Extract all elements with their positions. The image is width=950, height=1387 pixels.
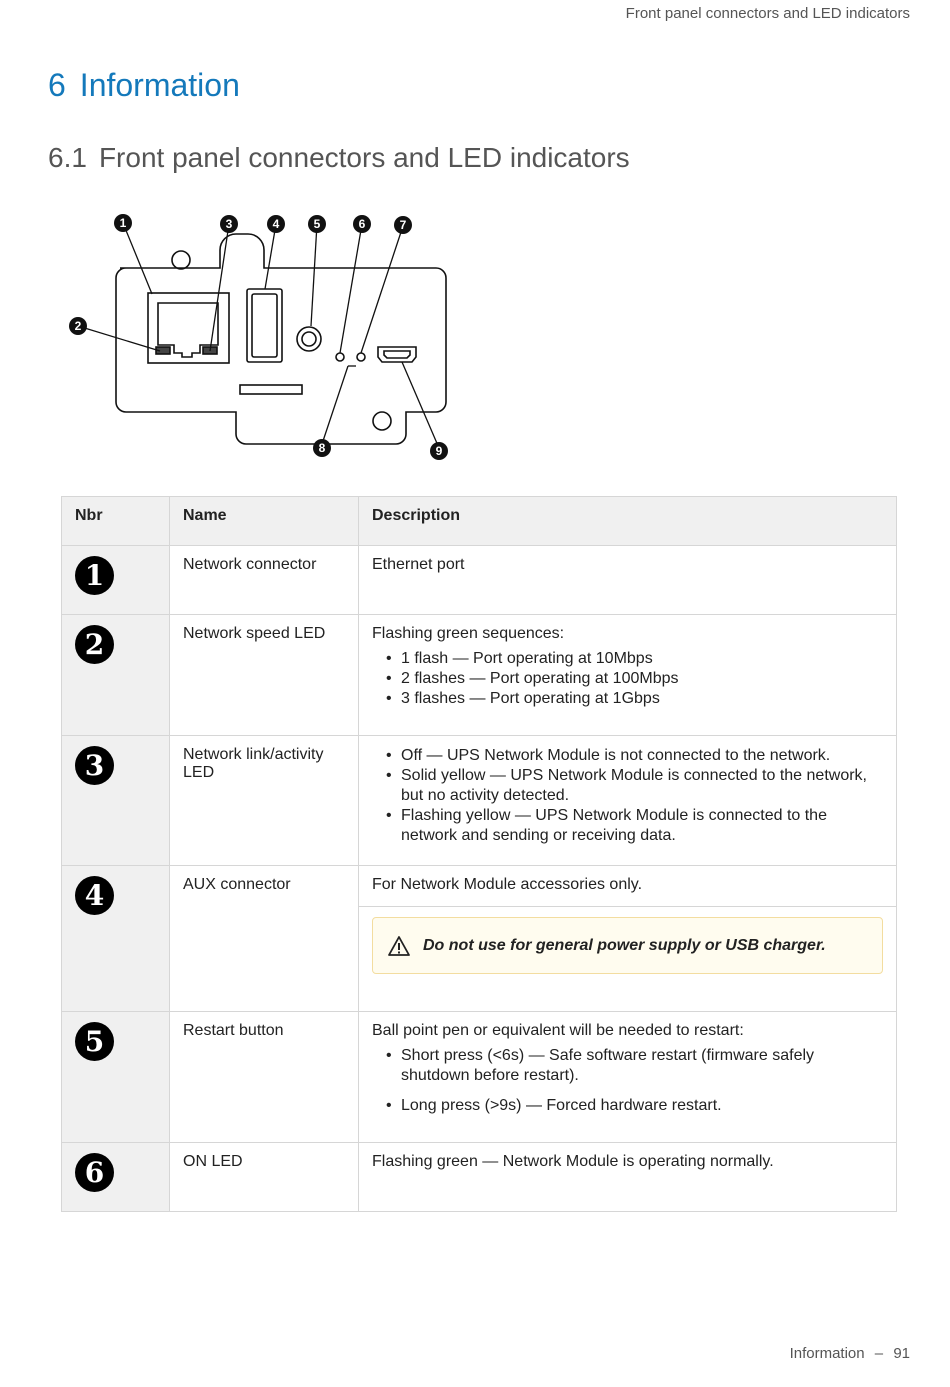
board-outline [116,234,446,444]
row-description: Flashing green sequences: [372,625,565,642]
header-nbr: Nbr [62,497,170,546]
table-row [62,615,897,736]
bullet-list [372,649,883,709]
restart-button-shape [297,327,321,351]
bullet-list [372,746,883,846]
callout-2 [69,317,87,335]
row-description: For Network Module accessories only. [359,876,896,907]
table-row [62,736,897,866]
list-item: • Flashing yellow — UPS Network Module is connected to the network and sending or receiving data. [388,806,883,846]
page-footer [790,1345,910,1362]
connectors-table [61,496,897,1212]
page-number: 91 [893,1345,910,1362]
number-badge: 3 [75,746,114,785]
number-badge: 5 [75,1022,114,1061]
row-description: Ball point pen or equivalent will be needed to restart: [372,1022,744,1039]
svg-text:6: 6 [358,217,366,231]
row-name: AUX connector [170,866,359,1012]
table-row [62,546,897,615]
table-header-row [62,497,897,546]
header-description: Description [359,497,897,546]
footer-separator: – [874,1345,884,1362]
svg-text:7: 7 [399,218,407,232]
chapter-number: 6 [48,67,66,103]
bullet-list [372,1046,883,1116]
list-item: • 3 flashes — Port operating at 1Gbps [388,689,883,709]
section-number: 6.1 [48,142,87,173]
chapter-title-text: Information [79,67,240,103]
warning-note [372,917,883,974]
row-name: Restart button [170,1012,359,1143]
footer-section: Information [789,1345,865,1362]
callout-9 [430,442,448,460]
number-badge: 6 [75,1153,114,1192]
svg-text:9: 9 [435,444,443,458]
front-panel-diagram [60,208,460,468]
table-row [62,1143,897,1212]
svg-text:2: 2 [74,319,82,333]
header-name: Name [170,497,359,546]
number-badge: 1 [75,556,114,595]
row-name: ON LED [170,1143,359,1212]
list-item: • Solid yellow — UPS Network Module is connected to the network, but no activity detected. [388,766,883,806]
list-item: • Long press (>9s) — Forced hardware restart. [388,1096,883,1116]
list-item: • Off — UPS Network Module is not connected to the network. [388,746,883,766]
svg-text:8: 8 [318,441,326,455]
led-7-shape [357,353,365,361]
warning-text: Do not use for general power supply or USB charger. [423,936,826,954]
bottom-slot [240,385,302,394]
number-badge: 2 [75,625,114,664]
chapter-title [48,67,240,104]
callout-6 [353,215,371,233]
led-8-shape [336,353,344,361]
svg-text:4: 4 [272,217,280,231]
callout-4 [267,215,285,233]
callout-3 [220,215,238,233]
table-row [62,866,897,1012]
row-name: Network link/activity LED [170,736,359,866]
section-title-text: Front panel connectors and LED indicators [98,142,630,173]
table-row [62,1012,897,1143]
mount-hole-bottom [373,412,391,430]
row-description: Flashing green — Network Module is operating normally. [359,1143,897,1212]
callout-5 [308,215,326,233]
section-title [48,142,630,174]
row-name: Network connector [170,546,359,615]
svg-text:3: 3 [225,217,233,231]
running-header: Front panel connectors and LED indicators [625,5,910,22]
row-name: Network speed LED [170,615,359,736]
row-description: Ethernet port [359,546,897,615]
warning-icon [387,935,411,957]
svg-text:5: 5 [313,217,321,231]
list-item: • 1 flash — Port operating at 10Mbps [388,649,883,669]
callout-1 [114,214,132,232]
callout-7 [394,216,412,234]
callout-8 [313,439,331,457]
number-badge: 4 [75,876,114,915]
list-item: • Short press (<6s) — Safe software restart (firmware safely shutdown before restart). [388,1046,883,1086]
list-item: • 2 flashes — Port operating at 100Mbps [388,669,883,689]
svg-text:1: 1 [119,216,127,230]
mount-hole-top [172,251,190,269]
